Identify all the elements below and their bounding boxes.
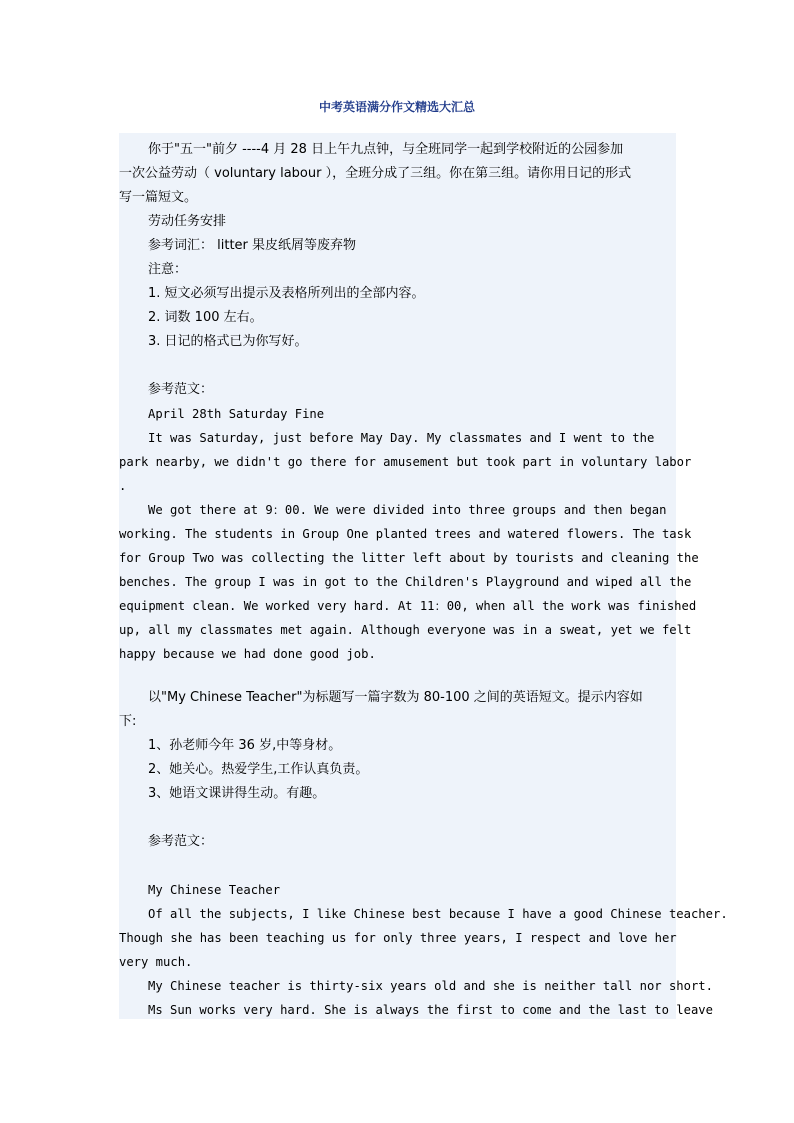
task2-essay-line-2: Though she has been teaching us for only three years, I respect and love her: [119, 931, 677, 945]
task1-sample-date: April 28th Saturday Fine: [148, 407, 325, 421]
task2-hint-3: 3、她语文课讲得生动。有趣。: [148, 786, 326, 801]
task1-note-1: 1. 短文必须写出提示及表格所列出的全部内容。: [148, 286, 425, 301]
task2-hint-1: 1、孙老师今年 36 岁,中等身材。: [148, 738, 342, 753]
task1-vocabulary: 参考词汇： litter 果皮纸屑等废弃物: [148, 238, 357, 253]
task1-sample-line-4: We got there at 9：00. We were divided into three groups and then began: [148, 503, 667, 517]
task2-sample-label: 参考范文：: [148, 834, 214, 849]
task1-prompt-line-3: 写一篇短文。: [119, 190, 198, 205]
task1-notes-heading: 注意：: [148, 262, 188, 277]
task1-sample-label: 参考范文：: [148, 382, 214, 397]
task1-sample-line-9: up, all my classmates met again. Although everyone was in a sweat, yet we felt: [119, 623, 692, 637]
task2-essay-line-1: Of all the subjects, I like Chinese best because I have a good Chinese teacher.: [148, 907, 728, 921]
task1-sample-line-6: for Group Two was collecting the litter left about by tourists and cleaning the: [119, 551, 699, 565]
task2-essay-line-3: very much.: [119, 955, 193, 969]
task2-essay-title: My Chinese Teacher: [148, 883, 281, 897]
task1-sample-line-1: It was Saturday, just before May Day. My classmates and I went to the: [148, 431, 655, 445]
task1-sample-line-2: park nearby, we didn't go there for amusement but took part in voluntary labor: [119, 455, 692, 469]
task1-note-2: 2. 词数 100 左右。: [148, 310, 263, 325]
task1-sample-line-8: equipment clean. We worked very hard. At 11：00, when all the work was finished: [119, 599, 697, 613]
task2-hint-2: 2、她关心。热爱学生,工作认真负责。: [148, 762, 369, 777]
task1-arrangement-heading: 劳动任务安排: [148, 214, 227, 229]
task1-sample-line-3: .: [119, 479, 127, 493]
task1-sample-line-5: working. The students in Group One planted trees and watered flowers. The task: [119, 527, 692, 541]
task1-prompt-line-2: 一次公益劳动（ voluntary labour ），全班分成了三组。你在第三组。请你用日记的形式: [119, 166, 632, 181]
task1-prompt-line-1: 你于"五一"前夕 ----4 月 28 日上午九点钟，与全班同学一起到学校附近的公园参加: [148, 142, 624, 157]
task1-sample-line-7: benches. The group I was in got to the Children's Playground and wiped all the: [119, 575, 692, 589]
task2-prompt-line-1: 以"My Chinese Teacher"为标题写一篇字数为 80-100 之间的英语短文。提示内容如: [148, 690, 643, 705]
task2-essay-line-4: My Chinese teacher is thirty-six years old and she is neither tall nor short.: [148, 979, 713, 993]
task1-sample-line-10: happy because we had done good job.: [119, 647, 376, 661]
task2-essay-line-5: Ms Sun works very hard. She is always the first to come and the last to leave: [148, 1003, 713, 1017]
page-title: 中考英语满分作文精选大汇总: [318, 100, 475, 114]
task2-prompt-line-2: 下:: [119, 714, 137, 729]
task1-note-3: 3. 日记的格式已为你写好。: [148, 334, 308, 349]
